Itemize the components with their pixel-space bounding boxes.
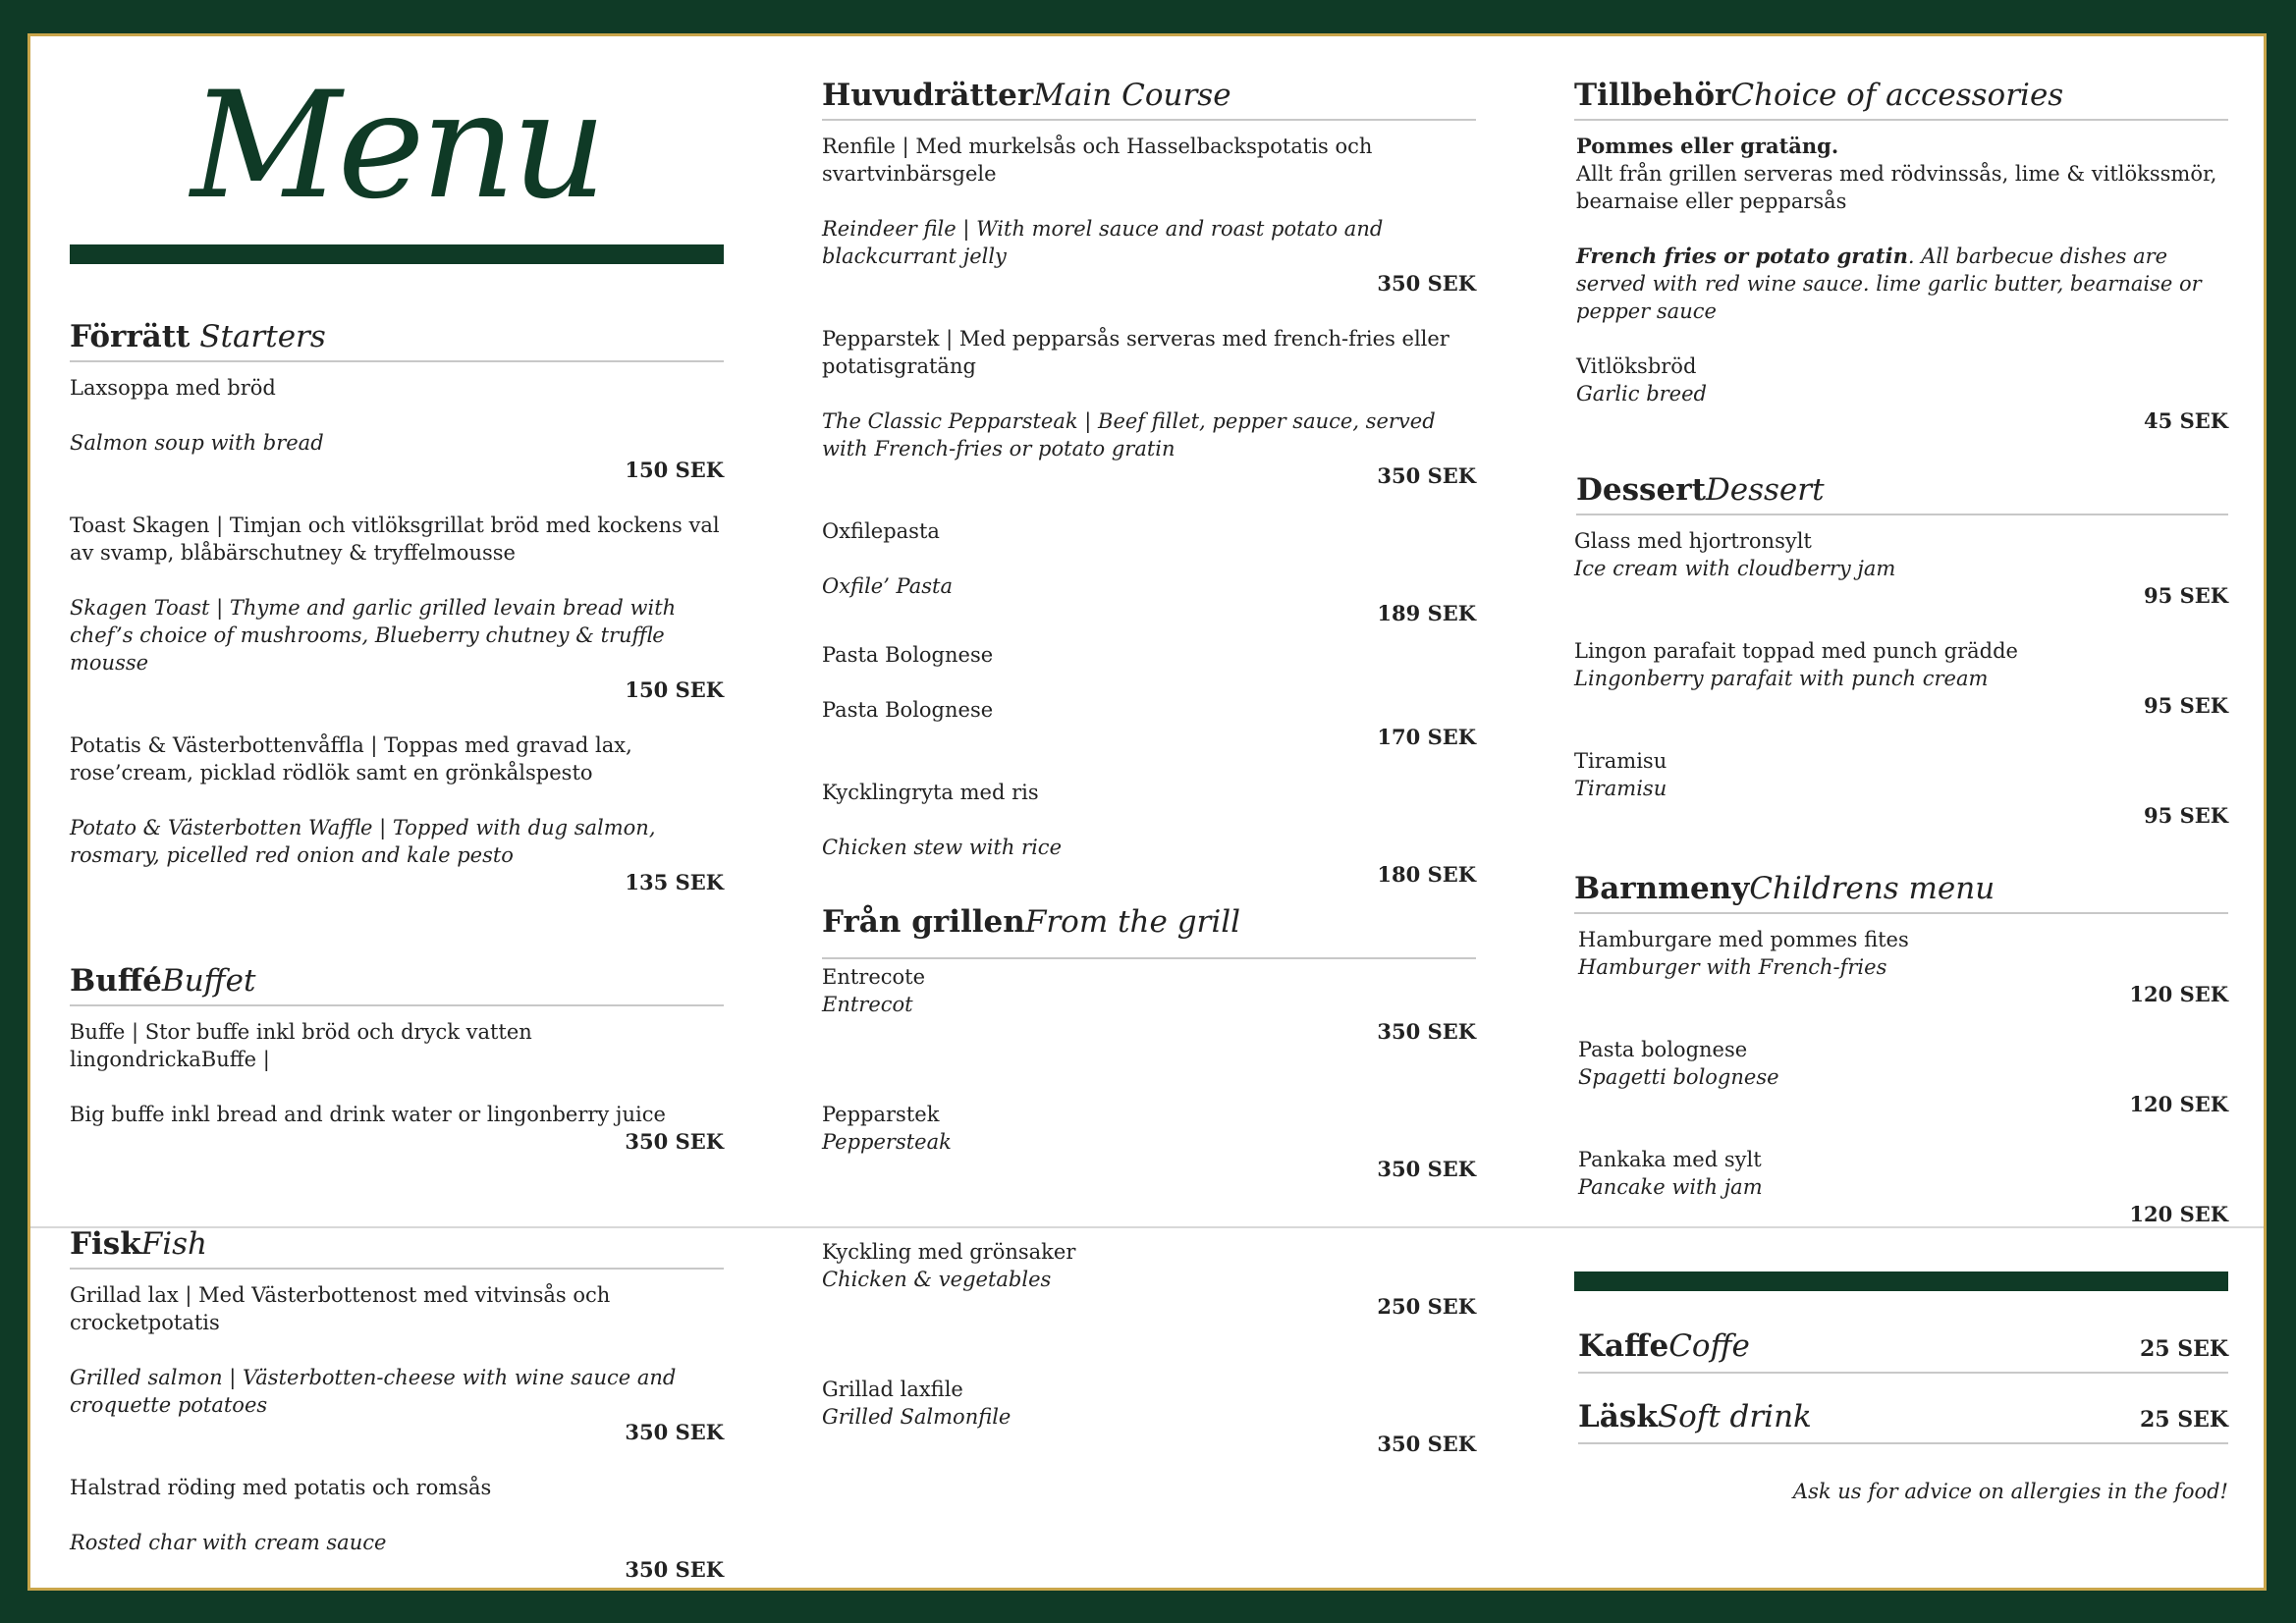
- item-name-sv: Pankaka med sylt: [1578, 1148, 1762, 1171]
- section-grill-heading: [822, 902, 1476, 959]
- item-price: 250 SEK: [1377, 1294, 1476, 1319]
- item-price: 120 SEK: [2129, 982, 2228, 1006]
- item-name-en: Skagen Toast | Thyme and garlic grilled levain bread with chef’s choice of mushrooms, Blueberry chutney & truffle mousse: [70, 596, 677, 675]
- menu-item: [70, 512, 724, 704]
- item-price: 135 SEK: [625, 870, 724, 894]
- item-name-en: Ice cream with cloudberry jam: [1574, 557, 1896, 580]
- heading-en: From the grill: [1024, 904, 1241, 940]
- heading-en: Buffet: [161, 963, 256, 999]
- item-name-sv: Kycklingryta med ris: [822, 781, 1039, 804]
- heading-sv: Tillbehör: [1574, 78, 1731, 113]
- section-buffet-heading: [70, 961, 724, 1006]
- item-name-en: Potato & Västerbotten Waffle | Topped with dug salmon, rosmary, picelled red onion and kale pesto: [70, 816, 656, 867]
- item-name-en: Chicken stew with rice: [822, 836, 1062, 859]
- item-name-en: Peppersteak: [822, 1130, 952, 1154]
- heading-en: Choice of accessories: [1730, 78, 2064, 113]
- section-starters-heading: [70, 317, 724, 362]
- item-price: 95 SEK: [2144, 693, 2228, 718]
- item-price: 350 SEK: [1377, 1157, 1476, 1181]
- menu-item: [822, 1376, 1476, 1458]
- item-name-sv: Halstrad röding med potatis och romsås: [70, 1476, 492, 1499]
- heading-sv: Buffé: [70, 963, 162, 999]
- heading-en: Main Course: [1033, 78, 1231, 113]
- menu-item: [70, 731, 724, 896]
- section-main-heading: [822, 76, 1476, 121]
- note-sv-bold: Pommes eller gratäng.: [1576, 134, 1839, 158]
- item-price: 45 SEK: [2144, 408, 2228, 433]
- note-sv: Allt från grillen serveras med rödvinssås, lime & vitlökssmör, bearnaise eller pepparsås: [1576, 162, 2217, 213]
- item-name-en: Entrecot: [822, 993, 913, 1016]
- item-name-sv: Potatis & Västerbottenvåffla | Toppas med gravad lax, rose’cream, picklad rödlök samt en grönkålspesto: [70, 733, 632, 784]
- item-name-en: Big buffe inkl bread and drink water or lingonberry juice: [70, 1103, 666, 1126]
- item-name-sv: Grillad lax | Med Västerbottenost med vitvinsås och crocketpotatis: [70, 1283, 611, 1334]
- item-price: 350 SEK: [1377, 1432, 1476, 1456]
- item-name-en: Chicken & vegetables: [822, 1268, 1052, 1291]
- item-name-sv: Renfile | Med murkelsås och Hasselbackspotatis och svartvinbärsgele: [822, 135, 1373, 186]
- item-price: 25 SEK: [2139, 1336, 2228, 1362]
- item-name-en: Grilled salmon | Västerbotten-cheese with wine sauce and croquette potatoes: [70, 1366, 677, 1417]
- heading-sv: Barnmeny: [1574, 871, 1750, 906]
- item-price: 180 SEK: [1377, 862, 1476, 887]
- section-fish-heading: [70, 1224, 724, 1270]
- heading-sv: Förrätt: [70, 319, 191, 354]
- item-price: 95 SEK: [2144, 803, 2228, 828]
- item-name-en: Tiramisu: [1574, 777, 1667, 800]
- note-en-bold: French fries or potato gratin: [1576, 243, 1908, 268]
- item-name-sv: Entrecote: [822, 965, 926, 989]
- item-name-en: Hamburger with French-fries: [1578, 955, 1887, 979]
- item-name-sv: Tiramisu: [1574, 749, 1667, 773]
- menu-item: [70, 1474, 724, 1584]
- title-divider-bar: [70, 244, 724, 264]
- heading-sv: Dessert: [1576, 472, 1706, 508]
- heading-en: Childrens menu: [1749, 871, 1995, 906]
- section-accessories-heading: [1574, 76, 2228, 121]
- soda-row: [1578, 1397, 2228, 1444]
- heading-sv: Fisk: [70, 1226, 141, 1262]
- column-right: [1574, 36, 2228, 1503]
- item-name-sv: Hamburgare med pommes fites: [1578, 928, 1909, 951]
- heading-en: Fish: [140, 1226, 208, 1262]
- section-children-heading: [1574, 869, 2228, 914]
- item-name-sv: Toast Skagen | Timjan och vitlöksgrillat bröd med kockens val av svamp, blåbärschutney & tryffelmousse: [70, 514, 720, 565]
- item-name-en: Garlic breed: [1576, 382, 1707, 406]
- item-name-sv: Oxfilepasta: [822, 519, 940, 543]
- column-left: [70, 36, 724, 1584]
- heading-en: Starters: [199, 319, 326, 354]
- item-price: 350 SEK: [625, 1420, 724, 1444]
- item-price: 350 SEK: [1377, 463, 1476, 488]
- item-name-en: Grilled Salmonfile: [822, 1405, 1011, 1429]
- menu-item: [1574, 352, 2228, 435]
- item-name-sv: Buffe | Stor buffe inkl bröd och dryck vatten lingondrickaBuffe |: [70, 1020, 532, 1071]
- item-price: 350 SEK: [1377, 1019, 1476, 1044]
- menu-title: Menu: [191, 61, 603, 232]
- heading-en: Dessert: [1705, 472, 1825, 508]
- item-price: 189 SEK: [1377, 601, 1476, 625]
- item-name-en: Spagetti bolognese: [1578, 1065, 1779, 1089]
- menu-item: [70, 374, 724, 484]
- heading-sv: Från grillen: [822, 904, 1025, 940]
- item-name-en: Rosted char with cream sauce: [70, 1531, 387, 1554]
- menu-item: [1574, 637, 2228, 720]
- menu-item: [1574, 1146, 2228, 1228]
- item-price: 150 SEK: [625, 677, 724, 702]
- item-price: 120 SEK: [2129, 1202, 2228, 1226]
- item-price: 350 SEK: [625, 1129, 724, 1154]
- item-name-en: Oxfile’ Pasta: [822, 574, 954, 598]
- item-name-en: Salmon soup with bread: [70, 431, 324, 455]
- accessories-note: [1574, 133, 2228, 325]
- menu-sheet: [27, 33, 2267, 1591]
- section-dessert-heading: [1576, 470, 2228, 515]
- item-price: 95 SEK: [2144, 583, 2228, 608]
- item-name-en: Pasta Bolognese: [822, 698, 994, 722]
- item-price: 350 SEK: [1377, 271, 1476, 296]
- menu-item: [822, 133, 1476, 298]
- item-price: 150 SEK: [625, 458, 724, 482]
- item-name-sv: Glass med hjortronsylt: [1574, 529, 1812, 553]
- drinks-divider-bar: [1574, 1271, 2228, 1291]
- menu-item: [822, 1238, 1476, 1321]
- item-name-sv: Pepparstek | Med pepparsås serveras med french-fries eller potatisgratäng: [822, 327, 1449, 378]
- menu-item: [822, 779, 1476, 889]
- item-name-sv: Pasta Bolognese: [822, 643, 994, 667]
- heading-en: Coffe: [1668, 1328, 1750, 1364]
- item-name-sv: Kyckling med grönsaker: [822, 1240, 1076, 1264]
- menu-item: [1574, 926, 2228, 1008]
- item-name-en: Pancake with jam: [1578, 1175, 1763, 1199]
- item-name-sv: Pepparstek: [822, 1103, 940, 1126]
- heading-en: Soft drink: [1657, 1399, 1812, 1434]
- heading-sv: Läsk: [1578, 1399, 1658, 1434]
- menu-item: [70, 1018, 724, 1156]
- item-name-en: Reindeer file | With morel sauce and roast potato and blackcurrant jelly: [822, 217, 1384, 268]
- menu-item: [822, 517, 1476, 627]
- menu-item: [1574, 1036, 2228, 1118]
- coffee-row: [1578, 1326, 2228, 1374]
- item-price: 25 SEK: [2139, 1407, 2228, 1433]
- item-name-sv: Vitlöksbröd: [1576, 354, 1697, 378]
- menu-item: [822, 641, 1476, 751]
- item-price: 170 SEK: [1377, 725, 1476, 749]
- menu-item: [822, 963, 1476, 1046]
- heading-sv: Huvudrätter: [822, 78, 1034, 113]
- menu-item: [1574, 747, 2228, 830]
- heading-sv: Kaffe: [1578, 1328, 1669, 1364]
- item-price: 120 SEK: [2129, 1092, 2228, 1116]
- item-name-sv: Grillad laxfile: [822, 1378, 963, 1401]
- item-price: 350 SEK: [625, 1557, 724, 1582]
- item-name-sv: Laxsoppa med bröd: [70, 376, 276, 400]
- column-middle: [822, 36, 1476, 1458]
- menu-item: [822, 1101, 1476, 1183]
- item-name-en: Lingonberry parafait with punch cream: [1574, 667, 1989, 690]
- menu-item: [70, 1281, 724, 1446]
- allergy-note: Ask us for advice on allergies in the food!: [1792, 1480, 2228, 1503]
- item-name-en: The Classic Pepparsteak | Beef fillet, pepper sauce, served with French-fries or potato gratin: [822, 409, 1436, 460]
- item-name-sv: Pasta bolognese: [1578, 1038, 1748, 1061]
- note-en: . All barbecue dishes are served with red wine sauce. lime garlic butter, bearnaise or pepper sauce: [1576, 244, 2202, 323]
- menu-item: [1574, 527, 2228, 610]
- item-name-sv: Lingon parafait toppad med punch grädde: [1574, 639, 2018, 663]
- menu-item: [822, 325, 1476, 490]
